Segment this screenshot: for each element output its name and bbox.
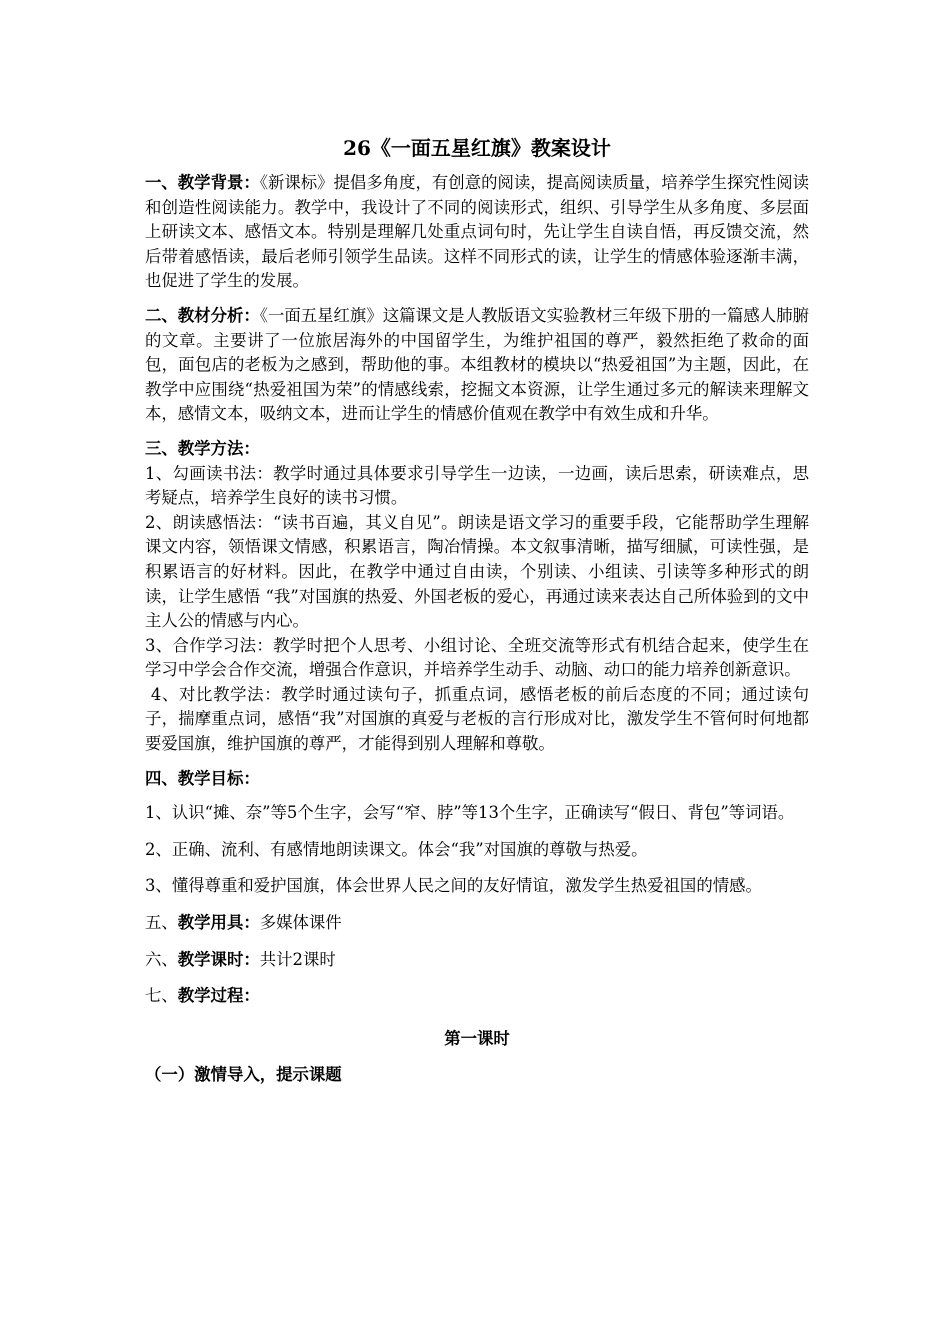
section-analysis-text: 《一面五星红旗》这篇课文是人教版语文实验教材三年级下册的一篇感人肺腑的文章。主要讲了一位旅居海外的中国留学生，为维护祖国的尊严，毅然拒绝了救命的面包，面包店的老板为之感到，帮助他的事。本组教材的模块以“热爱祖国”为主题，因此，在教学中应围绕“热爱祖国为荣”的情感线索，挖掘文本资源，让学生通过多元的解读来理解文本，感情文本，吸纳文本，进而让学生的情感价值观在教学中有效生成和升华。 <box>145 305 809 424</box>
section-tools-prefix: 五、 <box>145 913 178 933</box>
section-tools-value: 多媒体课件 <box>259 913 342 933</box>
section-methods-heading: 三、教学方法： <box>145 438 260 458</box>
method-item: 3、合作学习法：教学时把个人思考、小组讨论、全班交流等形式有机结合起来，使学生在学习中学会合作交流，增强合作意识，并培养学生动手、动脑、动口的能力培养创新意识。 <box>145 635 809 680</box>
section-analysis <box>145 304 809 427</box>
lesson-one-heading: 第一课时 <box>444 1028 510 1048</box>
section-goals-heading: 四、教学目标： <box>145 768 260 788</box>
section-tools <box>145 911 809 936</box>
method-item: 1、勾画读书法：教学时通过具体要求引导学生一边读，一边画，读后思索，研读难点，思考疑点，培养学生良好的读书习惯。 <box>145 463 809 508</box>
section-hours-prefix: 六、 <box>145 949 178 969</box>
goal-item: 3、懂得尊重和爱护国旗，体会世界人民之间的友好情谊，激发学生热爱祖国的情感。 <box>145 876 762 896</box>
section-process-label: 教学过程： <box>177 986 260 1006</box>
section-hours-label: 教学课时： <box>177 949 260 969</box>
section-hours <box>145 948 809 973</box>
section-background-heading: 一、教学背景： <box>145 173 260 192</box>
document-page <box>145 134 809 1088</box>
section-tools-label: 教学用具： <box>177 913 260 933</box>
method-item: 4、对比教学法：教学时通过读句子，抓重点词，感悟老板的前后态度的不同；通过读句子，揣摩重点词，感悟“我”对国旗的真爱与老板的言行形成对比，激发学生不管何时何地都要爱国旗，维护国旗的尊严，才能得到别人理解和尊敬。 <box>145 684 809 754</box>
goal-item: 2、正确、流利、有感情地朗读课文。体会“我”对国旗的尊敬与热爱。 <box>145 839 648 859</box>
step-one-heading: （一）激情导入，提示课题 <box>145 1065 342 1085</box>
section-background-text: 《新课标》提倡多角度，有创意的阅读，提高阅读质量，培养学生探究性阅读和创造性阅读能力。教学中，我设计了不同的阅读形式，组织、引导学生从多角度、多层面上研读文本、感悟文本。特别是理解几处重点词句时，先让学生自读自悟，再反馈交流，然后带着感悟读，最后老师引领学生品读。这样不同形式的读，让学生的情感体验逐渐丰满，也促进了学生的发展。 <box>145 173 809 291</box>
section-hours-value: 共计2课时 <box>259 949 336 969</box>
section-analysis-heading: 二、教材分析： <box>145 305 260 325</box>
section-process <box>145 984 809 1009</box>
document-title: 26《一面五星红旗》教案设计 <box>343 136 611 160</box>
section-background <box>145 171 809 294</box>
method-item: 2、朗读感悟法：“读书百遍，其义自见”。朗读是语文学习的重要手段，它能帮助学生理解课文内容，领悟课文情感，积累语言，陶冶情操。本文叙事清晰，描写细腻，可读性强，是积累语言的好材料。因此，在教学中通过自由读，个别读、小组读、引读等多种形式的朗读，让学生感悟 “我”对国旗的热爱、外国老板的爱心，再通过读来表达自己所体验到的文中主人公的情感与内心。 <box>145 512 809 631</box>
goal-item: 1、认识“摊、奈”等5个生字，会写“窄、脖”等13个生字，正确读写“假日、背包”等词语。 <box>145 803 795 823</box>
section-process-prefix: 七、 <box>145 986 178 1006</box>
